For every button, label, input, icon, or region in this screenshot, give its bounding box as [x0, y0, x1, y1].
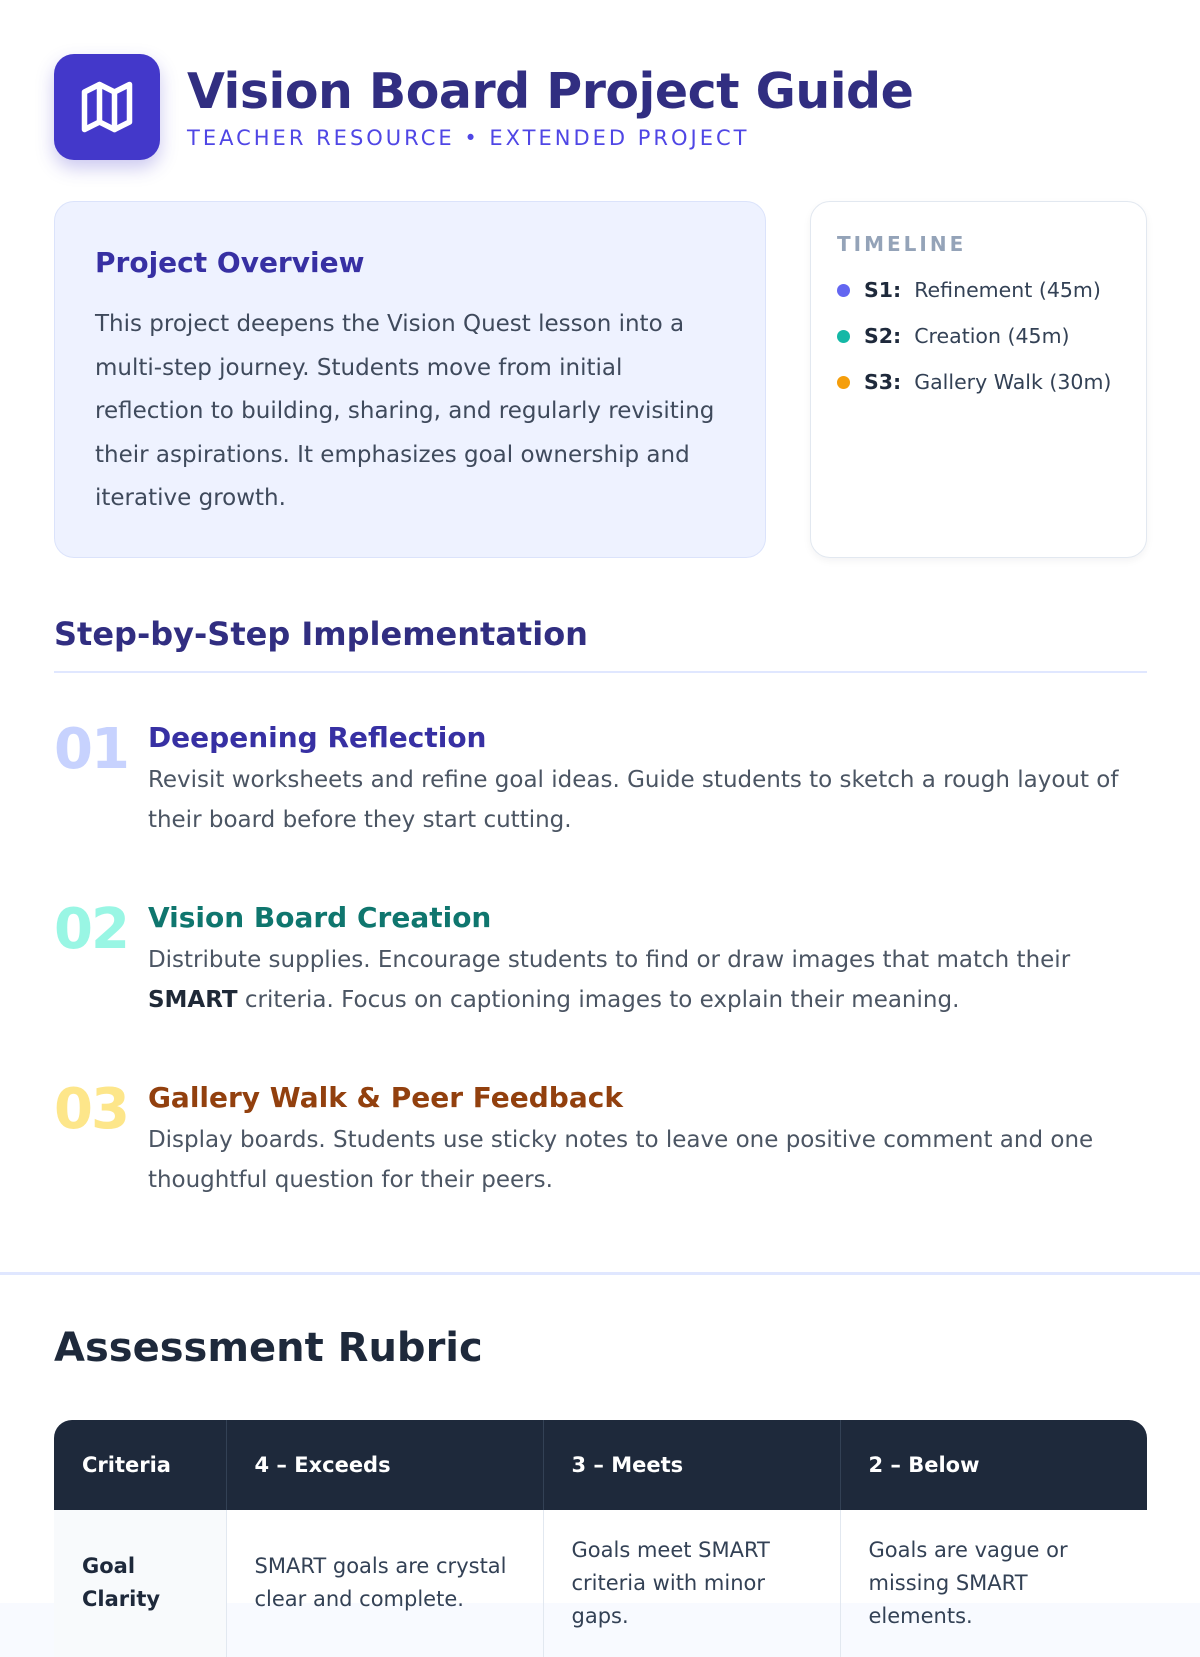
map-icon: [54, 54, 160, 160]
overview-body: This project deepens the Vision Quest lesson into a multi-step journey. Students move from initial reflection to building, sharing, and regularly revisiting their aspirations. It emphasizes goal ownership and iterative growth.: [95, 311, 715, 511]
step-item: [54, 1077, 1147, 1200]
timeline-item: [837, 324, 1120, 348]
rubric-col-header: 4 – Exceeds: [226, 1420, 543, 1510]
rubric-heading: Assessment Rubric: [54, 1325, 483, 1371]
timeline-label: TIMELINE: [837, 232, 967, 256]
step-title: Gallery Walk & Peer Feedback: [147, 1081, 623, 1114]
timeline-dot-icon: [837, 284, 850, 297]
rubric-col-header: 2 – Below: [840, 1420, 1147, 1510]
step-item: [54, 897, 1147, 1020]
smart-keyword: SMART: [147, 987, 238, 1013]
page-subtitle: TEACHER RESOURCE • EXTENDED PROJECT: [187, 126, 750, 150]
step-text: Distribute supplies. Encourage students to find or draw images that match their SMART criteria. Focus on captioning images to explain their meaning.: [147, 947, 1071, 1013]
timeline-dot-icon: [837, 330, 850, 343]
timeline-item-key: S1:: [864, 278, 902, 302]
rubric-cell-exceeds: SMART goals are crystal clear and complete.: [226, 1510, 543, 1657]
step-title: Deepening Reflection: [147, 721, 487, 754]
rubric-cell-below: Goals are vague or missing SMART elements.: [840, 1510, 1147, 1657]
timeline-item-text: Creation (45m): [914, 324, 1070, 348]
timeline-card: [810, 201, 1147, 558]
rubric-col-header: Criteria: [54, 1420, 226, 1510]
steps-heading: Step-by-Step Implementation: [54, 615, 1147, 673]
timeline-item-key: S3:: [864, 370, 902, 394]
step-title: Vision Board Creation: [147, 901, 492, 934]
overview-heading: Project Overview: [95, 246, 365, 279]
rubric-col-header: 3 – Meets: [543, 1420, 840, 1510]
page-title: Vision Board Project Guide: [187, 63, 914, 120]
timeline-item-text: Refinement (45m): [914, 278, 1101, 302]
rubric-table-wrap: [54, 1420, 1147, 1657]
rubric-table: [54, 1420, 1147, 1657]
page-header: [54, 54, 913, 160]
step-item: [54, 717, 1147, 840]
step-text: Revisit worksheets and refine goal ideas. Guide students to sketch a rough layout of their board before they start cutting.: [147, 767, 1119, 833]
timeline-item: [837, 370, 1120, 394]
step-number: 01: [54, 717, 128, 782]
step-number: 02: [54, 897, 128, 962]
table-row: [54, 1510, 1147, 1657]
timeline-item: [837, 278, 1120, 302]
timeline-item-key: S2:: [864, 324, 902, 348]
step-number: 03: [54, 1077, 128, 1142]
rubric-header-row: [54, 1420, 1147, 1510]
rubric-cell-meets: Goals meet SMART criteria with minor gaps.: [543, 1510, 840, 1657]
project-overview-card: [54, 201, 766, 558]
step-text: Display boards. Students use sticky notes to leave one positive comment and one thoughtful question for their peers.: [147, 1127, 1094, 1193]
timeline-item-text: Gallery Walk (30m): [914, 370, 1112, 394]
timeline-dot-icon: [837, 376, 850, 389]
rubric-criteria: Goal Clarity: [54, 1510, 226, 1657]
